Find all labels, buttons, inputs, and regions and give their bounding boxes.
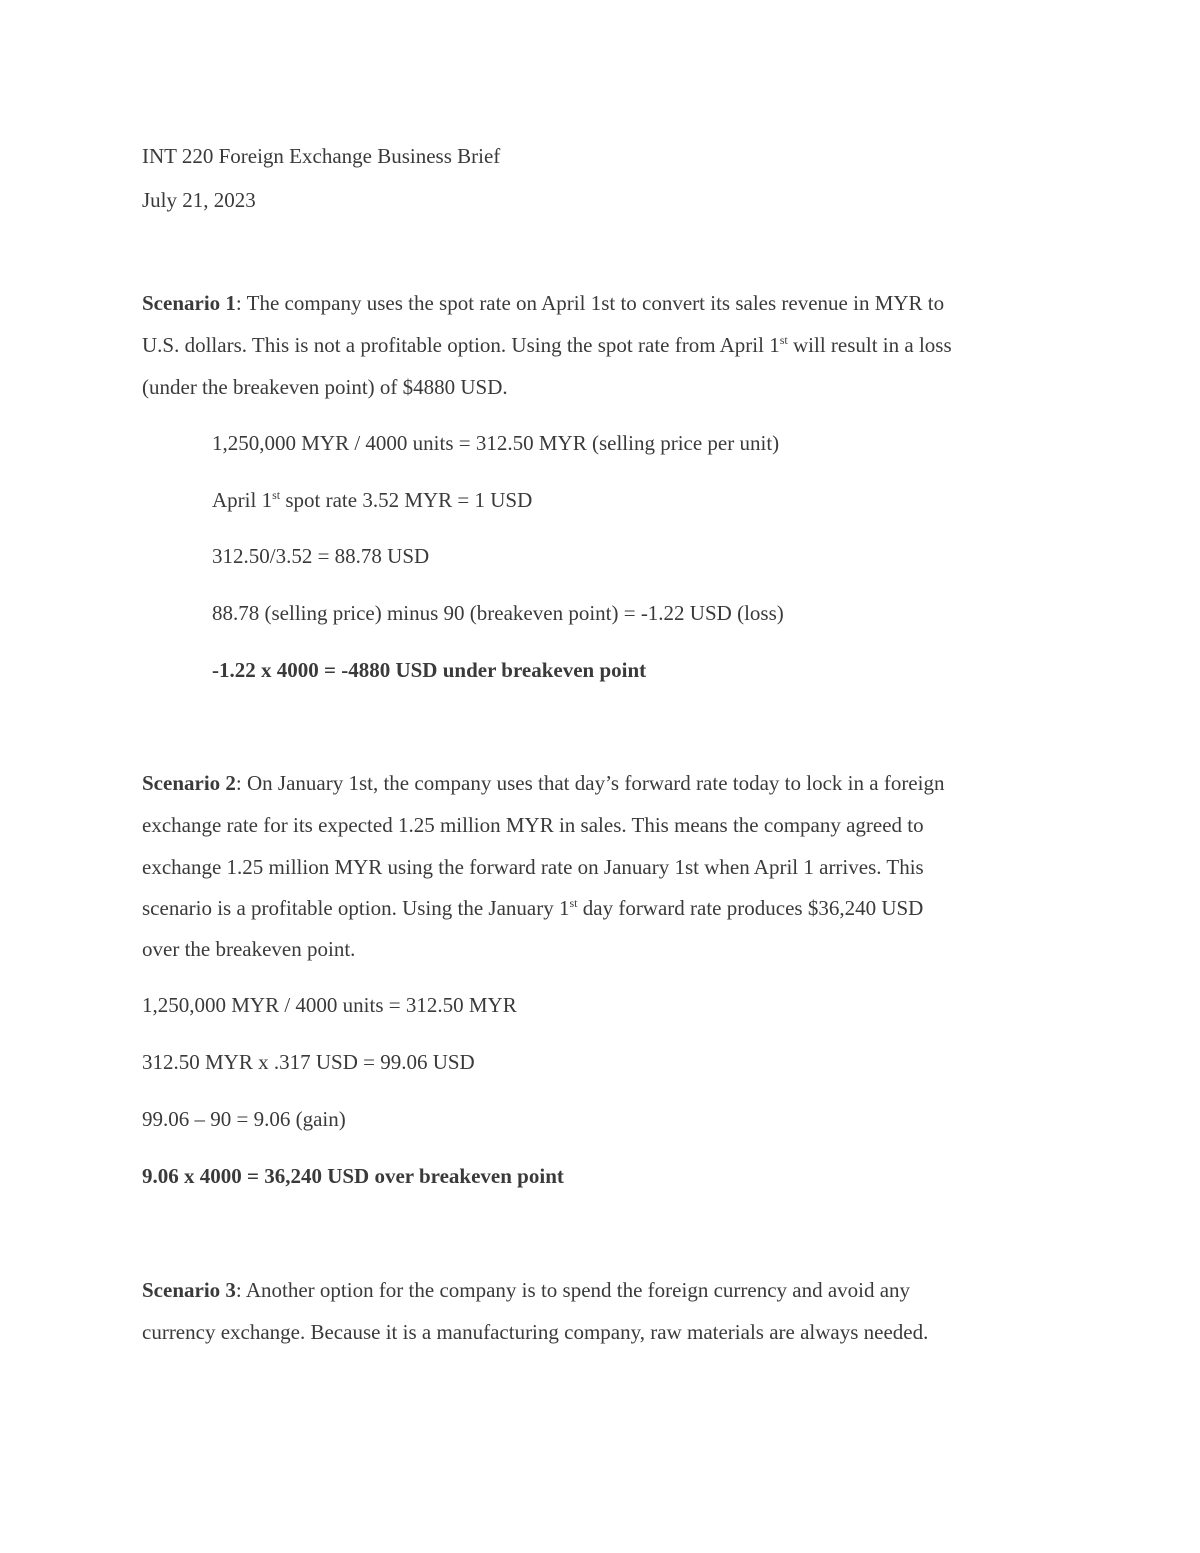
scenario-1-line-1: Scenario 1: The company uses the spot rate on April 1st to convert its sales revenue in MYR to [142,291,945,315]
scenario-2-line-1: Scenario 2: On January 1st, the company uses that day’s forward rate today to lock in a foreign [142,771,945,795]
scenario-1-line-3: (under the breakeven point) of $4880 USD. [142,375,508,399]
scenario-3-label: Scenario 3 [142,1278,236,1302]
scenario-2-calc-1: 1,250,000 MYR / 4000 units = 312.50 MYR [142,993,517,1017]
scenario-1-calc-3: 312.50/3.52 = 88.78 USD [212,544,430,568]
scenario-2-label: Scenario 2 [142,771,236,795]
scenario-2-calc-2: 312.50 MYR x .317 USD = 99.06 USD [142,1050,475,1074]
scenario-2-calc-3: 99.06 – 90 = 9.06 (gain) [142,1107,346,1131]
scenario-2-line-2: exchange rate for its expected 1.25 million MYR in sales. This means the company agreed to [142,813,924,837]
scenario-2-line-3: exchange 1.25 million MYR using the forward rate on January 1st when April 1 arrives. This [142,855,924,879]
scenario-1-calc-1: 1,250,000 MYR / 4000 units = 312.50 MYR (selling price per unit) [212,431,780,455]
scenario-3-line-2: currency exchange. Because it is a manufacturing company, raw materials are always needed. [142,1320,929,1344]
scenario-1-calc-4: 88.78 (selling price) minus 90 (breakeven point) = -1.22 USD (loss) [212,601,784,625]
scenario-2-line-4: scenario is a profitable option. Using the January 1st day forward rate produces $36,240 USD [142,896,924,920]
document-date: July 21, 2023 [142,188,256,212]
scenario-2-line-5: over the breakeven point. [142,937,356,961]
scenario-1-result: -1.22 x 4000 = -4880 USD under breakeven point [212,658,647,682]
document-title: INT 220 Foreign Exchange Business Brief [142,144,501,168]
scenario-1-label: Scenario 1 [142,291,236,315]
scenario-2-result: 9.06 x 4000 = 36,240 USD over breakeven point [142,1164,564,1188]
scenario-1-line-2: U.S. dollars. This is not a profitable option. Using the spot rate from April 1st will result in a loss [142,333,952,357]
scenario-1-calc-2: April 1st spot rate 3.52 MYR = 1 USD [212,488,533,512]
scenario-3-line-1: Scenario 3: Another option for the company is to spend the foreign currency and avoid any [142,1278,911,1302]
